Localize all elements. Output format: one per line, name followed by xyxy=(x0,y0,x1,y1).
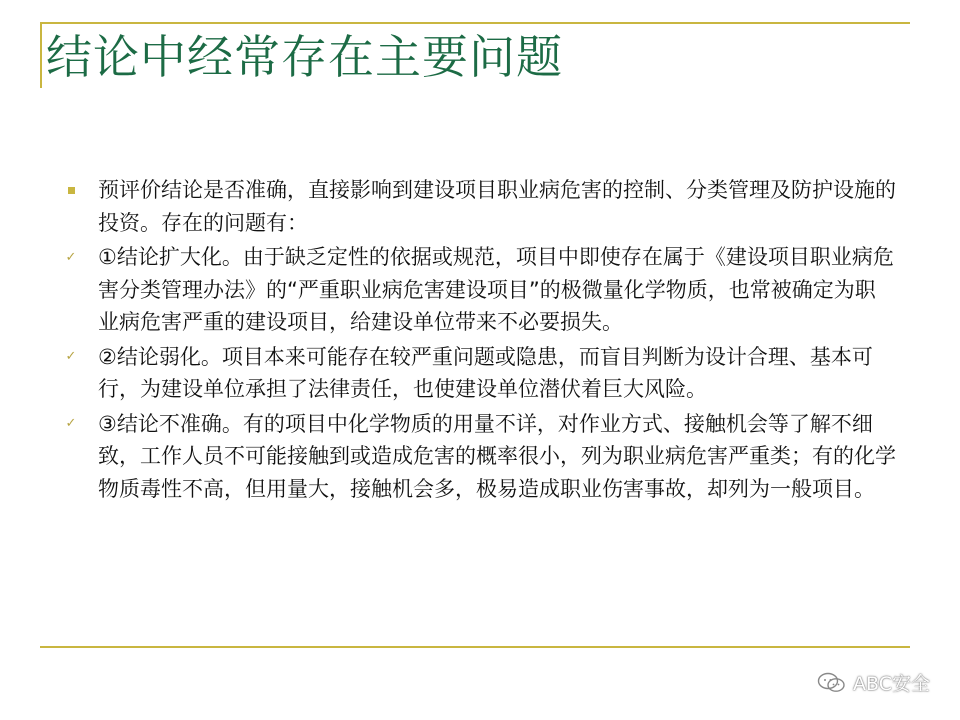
check-bullet-icon: ✓ xyxy=(65,349,77,364)
bullet-item-expanded-conclusion xyxy=(56,241,896,339)
square-bullet-icon xyxy=(56,174,86,206)
check-bullet-icon: ✓ xyxy=(65,249,77,265)
slide-content xyxy=(56,174,896,507)
bullet-item-intro xyxy=(56,174,896,239)
bullet-text: ①结论扩大化。由于缺乏定性的依据或规范，项目中即使存在属于《建设项目职业病危害分类管理办法》的“严重职业病危害建设项目”的极微量化学物质，也常被确定为职业病危害严重的建设项目，给建设单位带来不必要损失。 xyxy=(98,245,894,334)
wechat-icon xyxy=(817,672,847,694)
bullet-item-inaccurate-conclusion xyxy=(56,408,896,506)
slide-title: 结论中经常存在主要问题 xyxy=(46,30,563,84)
bullet-item-weakened-conclusion xyxy=(56,341,896,406)
top-rule xyxy=(40,22,910,24)
check-bullet-icon: ✓ xyxy=(65,416,77,431)
watermark-text: ABC安全 xyxy=(853,673,930,695)
bottom-rule xyxy=(40,646,910,648)
watermark xyxy=(817,669,930,696)
bullet-text: ②结论弱化。项目本来可能存在较严重问题或隐患，而盲目判断为设计合理、基本可行，为建设单位承担了法律责任，也使建设单位潜伏着巨大风险。 xyxy=(98,344,873,401)
bullet-text: 预评价结论是否准确，直接影响到建设项目职业病危害的控制、分类管理及防护设施的投资。存在的问题有： xyxy=(98,178,896,235)
title-left-rule xyxy=(40,22,42,88)
bullet-text: ③结论不准确。有的项目中化学物质的用量不详，对作业方式、接触机会等了解不细致，工作人员不可能接触到或造成危害的概率很小，列为职业病危害严重类；有的化学物质毒性不高，但用量大，接触机会多，极易造成职业伤害事故，却列为一般项目。 xyxy=(98,411,896,501)
